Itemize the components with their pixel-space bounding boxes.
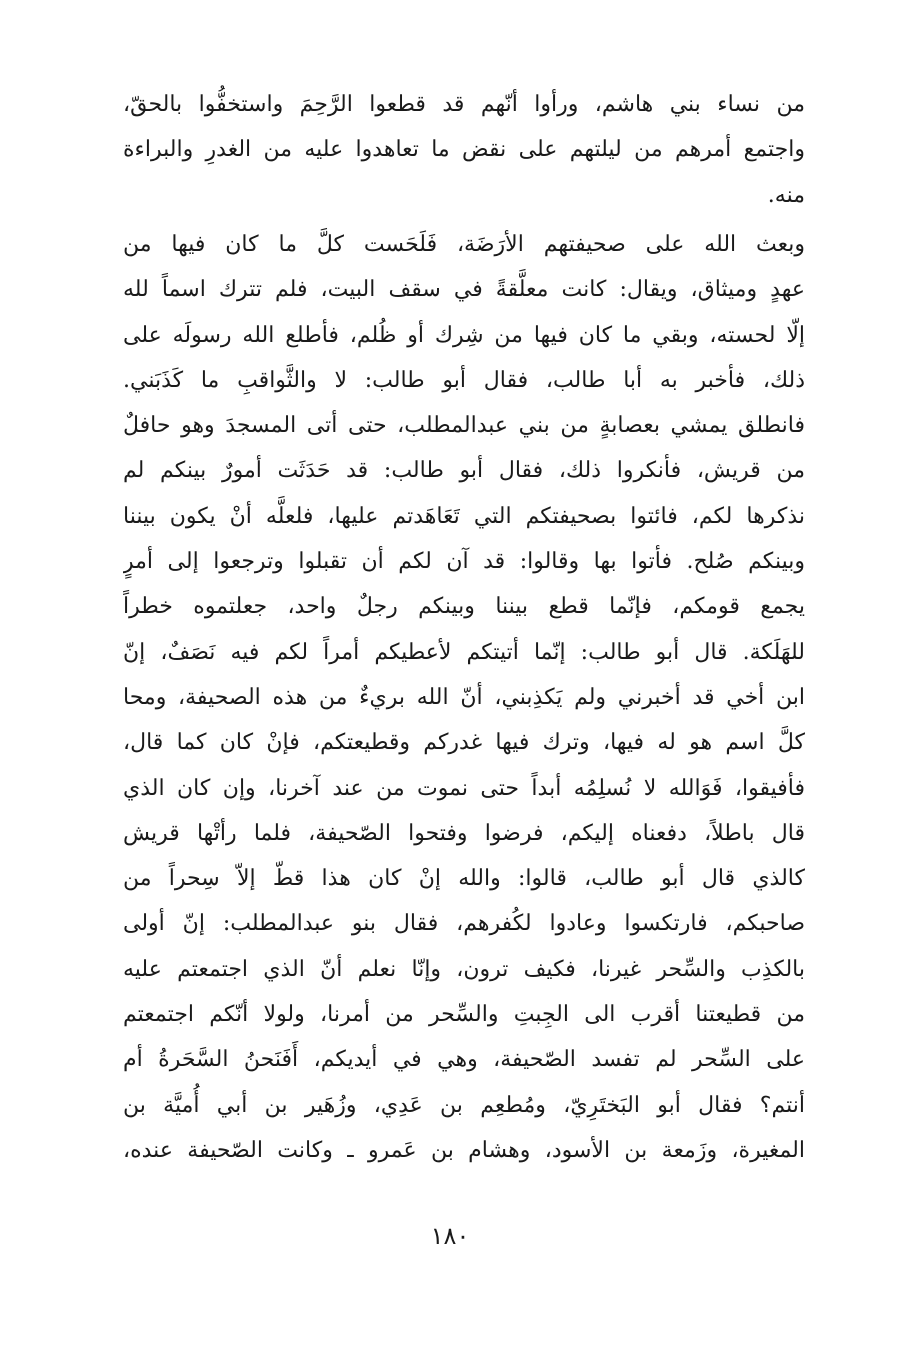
text-line: عهدٍ وميثاق، ويقال: كانت معلَّقةً في سقف البيت، فلم تترك اسماً لله bbox=[123, 277, 805, 303]
text-line: واجتمع أمرهم من ليلتهم على نقض ما تعاهدوا عليه من الغدرِ والبراءة bbox=[123, 137, 805, 163]
text-line: وبينكم صُلح. فأتوا بها وقالوا: قد آن لكم أن تقبلوا وترجعوا إلى أمرٍ bbox=[123, 549, 805, 575]
paragraph-2 bbox=[123, 222, 805, 1173]
text-line: من نساء بني هاشم، ورأوا أنّهم قد قطعوا الرَّحِمَ واستخفُّوا بالحقّ، bbox=[123, 92, 805, 117]
text-line: على السِّحر لم تفسد الصّحيفة، وهي في أيديكم، أَفَنَحنُ السَّحَرةُ أم bbox=[123, 1047, 805, 1073]
text-line: من قريش، فأنكروا ذلك، فقال أبو طالب: قد حَدَثَت أمورٌ بينكم لم bbox=[123, 458, 805, 484]
text-line: فانطلق يمشي بعصابةٍ من بني عبدالمطلب، حتى أتى المسجدَ وهو حافلٌ bbox=[123, 413, 805, 439]
text-line: من قطيعتنا أقرب الى الجِبتِ والسِّحر من أمرنا، ولولا أنّكم اجتمعتم bbox=[123, 1002, 805, 1028]
text-line: كالذي قال أبو طالب، قالوا: والله إنْ كان هذا قطّ إلاّ سِحراً من bbox=[123, 866, 805, 892]
paragraph-1 bbox=[123, 82, 805, 218]
text-line: فأفيقوا، فَوَالله لا نُسلِمُه أبداً حتى نموت من عند آخرنا، وإن كان الذي bbox=[123, 775, 805, 801]
text-line: المغيرة، وزَمعة بن الأسود، وهشام بن عَمرو ـ وكانت الصّحيفة عنده، bbox=[123, 1137, 805, 1163]
text-line: ذلك، فأخبر به أبا طالب، فقال أبو طالب: لا والثَّواقبِ ما كَذَبَني. bbox=[123, 367, 805, 393]
text-line: للهَلَكة. قال أبو طالب: إنّما أتيتكم لأعطيكم أمراً لكم فيه نَصَفٌ، إنّ bbox=[123, 639, 805, 665]
text-line: كلَّ اسم هو له فيها، وترك فيها غدركم وقطيعتكم، فإنْ كان كما قال، bbox=[123, 730, 805, 756]
text-line: وبعث الله على صحيفتهم الأرَضَة، فَلَحَست كلَّ ما كان فيها من bbox=[123, 232, 805, 257]
text-line: ابن أخي قد أخبرني ولم يَكذِبني، أنّ الله بريءٌ من هذه الصحيفة، ومحا bbox=[123, 684, 805, 710]
text-line: يجمع قومكم، فإنّما قطع بيننا وبينكم رجلٌ واحد، جعلتموه خطراً bbox=[123, 594, 805, 620]
text-line: قال باطلاً، دفعناه إليكم، فرضوا وفتحوا الصّحيفة، فلما رأتْها قريش bbox=[123, 820, 805, 846]
text-line: إلّا لحسته، وبقي ما كان فيها من شِرك أو ظُلم، فأطلع الله رسولَه على bbox=[123, 322, 805, 348]
text-line: أنتم؟ فقال أبو البَختَرِيّ، ومُطعِم بن عَدِي، وزُهَير بن أبي أُميَّة بن bbox=[123, 1092, 805, 1118]
page-number: ١٨٠ bbox=[430, 1222, 470, 1250]
text-line: صاحبكم، فارتكسوا وعادوا لكُفرهم، فقال بنو عبدالمطلب: إنّ أولى bbox=[123, 911, 805, 937]
text-line: منه. bbox=[767, 182, 805, 208]
text-line: بالكذِب والسِّحر غيرنا، فكيف ترون، وإنّا نعلم أنّ الذي اجتمعتم عليه bbox=[123, 956, 805, 982]
text-line: نذكرها لكم، فائتوا بصحيفتكم التي تَعَاهَدتم عليها، فلعلَّه أنْ يكون بيننا bbox=[123, 503, 805, 529]
